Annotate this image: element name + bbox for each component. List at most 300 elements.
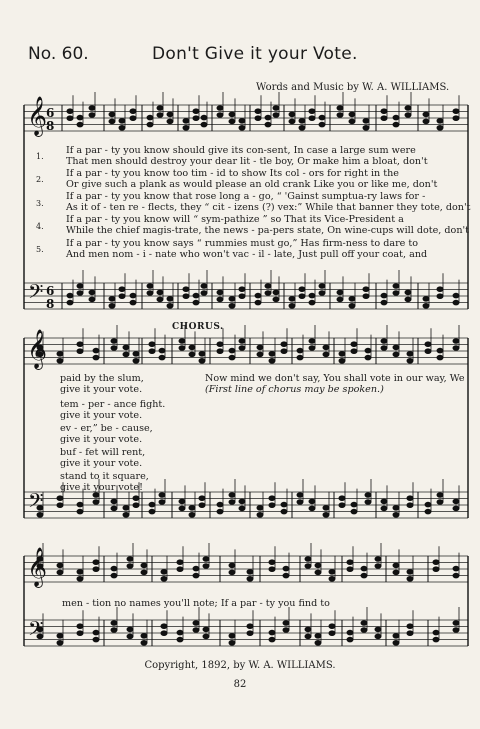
note-head [319, 291, 325, 296]
verse-1-line-1: If a par - ty you know should give its con-sent, In case a large sum were [66, 145, 416, 156]
note-head [393, 641, 399, 646]
note-head [193, 109, 199, 114]
note-head [179, 506, 185, 511]
note-head [407, 570, 413, 575]
note-head [305, 634, 311, 639]
note-head [67, 109, 73, 114]
note-head [337, 297, 343, 302]
note-head [381, 109, 387, 114]
note-head [229, 297, 235, 302]
note-head [269, 496, 275, 501]
note-head [167, 297, 173, 302]
note-head [93, 567, 99, 572]
note-head [147, 122, 153, 127]
note-head [349, 119, 355, 124]
note-head [111, 339, 117, 344]
note-head [193, 293, 199, 298]
note-head [269, 359, 275, 364]
time-signature: 8 [46, 297, 55, 311]
note-head [157, 297, 163, 302]
note-head [177, 637, 183, 642]
note-head [309, 346, 315, 351]
note-head [425, 342, 431, 347]
note-head [305, 627, 311, 632]
note-head [229, 112, 235, 117]
note-head [119, 294, 125, 299]
treble-clef-icon: 𝄞 [27, 96, 48, 136]
note-head [189, 506, 195, 511]
hymn-number: No. 60. [28, 44, 89, 64]
ending-3b: give it your vote. [60, 434, 143, 445]
note-head [453, 499, 459, 504]
note-head [239, 287, 245, 292]
note-head [229, 119, 235, 124]
note-head [381, 116, 387, 121]
note-head [149, 502, 155, 507]
note-head [127, 634, 133, 639]
note-head [351, 502, 357, 507]
treble-clef-icon: 𝄞 [27, 547, 48, 587]
note-head [255, 109, 261, 114]
note-head [393, 563, 399, 568]
note-head [453, 573, 459, 578]
note-head [329, 624, 335, 629]
note-head [453, 566, 459, 571]
note-head [239, 294, 245, 299]
note-head [229, 304, 235, 309]
note-head [269, 560, 275, 565]
note-head [183, 287, 189, 292]
note-head [77, 502, 83, 507]
note-head [365, 348, 371, 353]
note-head [349, 304, 355, 309]
note-head [281, 502, 287, 507]
note-head [289, 112, 295, 117]
note-head [329, 631, 335, 636]
note-head [89, 290, 95, 295]
note-head [239, 126, 245, 131]
note-head [405, 290, 411, 295]
ending-2b: give it your vote. [60, 410, 143, 421]
time-signature: 6 [46, 106, 55, 120]
ending-1a: paid by the slum, [60, 373, 144, 384]
note-head [381, 346, 387, 351]
note-head [281, 349, 287, 354]
ending-1b: give it your vote. [60, 384, 143, 395]
note-head [57, 570, 63, 575]
note-head [161, 624, 167, 629]
note-head [89, 297, 95, 302]
verse-number: 4. [36, 222, 44, 231]
note-head [453, 346, 459, 351]
note-head [127, 627, 133, 632]
note-head [347, 637, 353, 642]
note-head [453, 339, 459, 344]
note-head [381, 293, 387, 298]
note-head [229, 493, 235, 498]
note-head [269, 637, 275, 642]
note-head [217, 342, 223, 347]
note-head [393, 115, 399, 120]
note-head [257, 352, 263, 357]
note-head [351, 342, 357, 347]
note-head [351, 509, 357, 514]
note-head [407, 577, 413, 582]
treble-clef-icon: 𝄞 [27, 329, 48, 369]
note-head [297, 348, 303, 353]
note-head [347, 560, 353, 565]
note-head [199, 359, 205, 364]
note-head [133, 503, 139, 508]
note-head [381, 300, 387, 305]
note-head [347, 630, 353, 635]
note-head [453, 628, 459, 633]
note-head [407, 359, 413, 364]
note-head [283, 621, 289, 626]
ending-4a: buf - fet will rent, [60, 447, 146, 458]
note-head [157, 106, 163, 111]
note-head [361, 566, 367, 571]
note-head [177, 560, 183, 565]
note-head [309, 293, 315, 298]
note-head [437, 119, 443, 124]
note-head [309, 300, 315, 305]
note-head [381, 499, 387, 504]
note-head [453, 293, 459, 298]
note-head [289, 119, 295, 124]
note-head [315, 634, 321, 639]
note-head [133, 496, 139, 501]
note-head [423, 297, 429, 302]
note-head [77, 284, 83, 289]
note-head [433, 567, 439, 572]
note-head [247, 624, 253, 629]
note-head [89, 113, 95, 118]
note-head [201, 115, 207, 120]
note-head [189, 352, 195, 357]
note-head [229, 570, 235, 575]
note-head [93, 348, 99, 353]
note-head [109, 112, 115, 117]
note-head [193, 116, 199, 121]
note-head [189, 345, 195, 350]
note-head [393, 291, 399, 296]
note-head [363, 126, 369, 131]
note-head [323, 513, 329, 518]
note-head [381, 339, 387, 344]
note-head [265, 291, 271, 296]
time-signature: 8 [46, 119, 55, 133]
note-head [255, 116, 261, 121]
note-head [161, 577, 167, 582]
note-head [433, 560, 439, 565]
note-head [217, 349, 223, 354]
note-head [423, 119, 429, 124]
note-head [393, 122, 399, 127]
note-head [67, 293, 73, 298]
note-head [407, 496, 413, 501]
chorus-note: (First line of chorus may be spoken.) [205, 384, 384, 395]
note-head [437, 294, 443, 299]
note-head [239, 119, 245, 124]
note-head [381, 506, 387, 511]
note-head [133, 352, 139, 357]
note-head [77, 570, 83, 575]
note-head [375, 564, 381, 569]
note-head [247, 631, 253, 636]
note-head [433, 637, 439, 642]
note-head [203, 557, 209, 562]
note-head [339, 352, 345, 357]
note-head [229, 500, 235, 505]
note-head [229, 355, 235, 360]
note-head [149, 509, 155, 514]
note-head [269, 503, 275, 508]
copyright: Copyright, 1892, by W. A. WILLIAMS. [144, 660, 336, 671]
note-head [425, 502, 431, 507]
verse-2-line-1: If a par - ty you know too tim - id to show Its col - ors for right in the [66, 168, 399, 179]
note-head [437, 287, 443, 292]
note-head [453, 300, 459, 305]
note-head [119, 287, 125, 292]
note-head [229, 641, 235, 646]
note-head [393, 345, 399, 350]
note-head [57, 563, 63, 568]
verse-4-line-2: While the chief magis-trate, the news - pa-pers state, On wine-cups will dote, don't [66, 225, 469, 236]
note-head [130, 109, 136, 114]
note-head [229, 348, 235, 353]
note-head [111, 346, 117, 351]
note-head [179, 339, 185, 344]
note-head [453, 506, 459, 511]
note-head [349, 297, 355, 302]
note-head [217, 297, 223, 302]
note-head [323, 506, 329, 511]
note-head [57, 503, 63, 508]
note-head [407, 631, 413, 636]
note-head [299, 126, 305, 131]
note-head [437, 500, 443, 505]
note-head [179, 499, 185, 504]
note-head [281, 509, 287, 514]
note-head [407, 503, 413, 508]
note-head [453, 621, 459, 626]
note-head [323, 345, 329, 350]
note-head [147, 291, 153, 296]
note-head [405, 297, 411, 302]
note-head [217, 509, 223, 514]
note-head [305, 564, 311, 569]
note-head [199, 503, 205, 508]
note-head [329, 570, 335, 575]
note-head [193, 566, 199, 571]
note-head [265, 115, 271, 120]
note-head [375, 557, 381, 562]
note-head [363, 119, 369, 124]
chorus-label: CHORUS. [172, 322, 224, 332]
note-head [315, 563, 321, 568]
note-head [281, 342, 287, 347]
note-head [319, 115, 325, 120]
note-head [77, 342, 83, 347]
note-head [247, 570, 253, 575]
note-head [239, 506, 245, 511]
note-head [127, 564, 133, 569]
note-head [130, 300, 136, 305]
note-head [217, 502, 223, 507]
note-head [361, 628, 367, 633]
note-head [167, 112, 173, 117]
note-head [269, 567, 275, 572]
note-head [77, 624, 83, 629]
note-head [77, 115, 83, 120]
note-head [77, 631, 83, 636]
verse-1-line-2: That men should destroy your dear lit - tle boy, Or make him a bloat, don't [66, 156, 428, 167]
note-head [177, 567, 183, 572]
note-head [217, 290, 223, 295]
note-head [133, 359, 139, 364]
note-head [273, 106, 279, 111]
note-head [393, 634, 399, 639]
note-head [299, 294, 305, 299]
note-head [337, 113, 343, 118]
note-head [161, 631, 167, 636]
note-head [161, 570, 167, 575]
note-head [453, 116, 459, 121]
note-head [199, 352, 205, 357]
note-head [257, 513, 263, 518]
note-head [423, 304, 429, 309]
note-head [229, 634, 235, 639]
note-head [89, 106, 95, 111]
note-head [283, 566, 289, 571]
note-head [123, 506, 129, 511]
note-head [123, 352, 129, 357]
verse-2-line-2: Or give such a plank as would please an old crank Like you or like me, don't [66, 179, 438, 190]
note-head [157, 113, 163, 118]
ending-5b: give it your vote! [60, 482, 143, 493]
note-head [351, 349, 357, 354]
note-head [425, 349, 431, 354]
note-head [217, 106, 223, 111]
note-head [255, 300, 261, 305]
note-head [93, 630, 99, 635]
note-head [337, 106, 343, 111]
note-head [67, 116, 73, 121]
note-head [193, 621, 199, 626]
note-head [109, 119, 115, 124]
note-head [339, 496, 345, 501]
note-head [339, 359, 345, 364]
ending-4b: give it your vote. [60, 458, 143, 469]
ending-5a: stand to it square, [60, 471, 149, 482]
note-head [257, 506, 263, 511]
note-head [109, 304, 115, 309]
note-head [177, 630, 183, 635]
note-head [201, 284, 207, 289]
system-3-lyric: men - tion no names you'll note; If a par - ty you find to [62, 598, 330, 609]
note-head [141, 563, 147, 568]
note-head [159, 348, 165, 353]
credit-line: Words and Music by W. A. WILLIAMS. [256, 82, 450, 93]
note-head [297, 500, 303, 505]
note-head [433, 630, 439, 635]
note-head [393, 284, 399, 289]
note-head [339, 503, 345, 508]
note-head [111, 573, 117, 578]
note-head [361, 573, 367, 578]
note-head [273, 113, 279, 118]
note-head [349, 112, 355, 117]
note-head [299, 119, 305, 124]
hymn-title: Don't Give it your Vote. [152, 44, 358, 64]
verse-5-line-2: And men nom - i - nate who won't vac - il - late, Just pull off your coat, and [66, 249, 428, 260]
note-head [149, 349, 155, 354]
note-head [127, 557, 133, 562]
note-head [111, 566, 117, 571]
note-head [57, 359, 63, 364]
note-head [407, 352, 413, 357]
note-head [111, 499, 117, 504]
note-head [57, 496, 63, 501]
note-head [77, 349, 83, 354]
note-head [297, 493, 303, 498]
note-head [289, 304, 295, 309]
verse-number: 2. [36, 175, 44, 184]
note-head [309, 499, 315, 504]
note-head [193, 573, 199, 578]
note-head [141, 641, 147, 646]
note-head [179, 346, 185, 351]
note-head [229, 563, 235, 568]
note-head [329, 577, 335, 582]
note-head [193, 300, 199, 305]
note-head [283, 628, 289, 633]
note-head [199, 496, 205, 501]
note-head [130, 293, 136, 298]
note-head [77, 509, 83, 514]
note-head [239, 499, 245, 504]
note-head [109, 297, 115, 302]
note-head [183, 119, 189, 124]
note-head [111, 628, 117, 633]
note-head [201, 291, 207, 296]
note-head [183, 294, 189, 299]
note-head [297, 355, 303, 360]
note-head [347, 567, 353, 572]
verse-number: 5. [36, 245, 44, 254]
note-head [119, 119, 125, 124]
note-head [393, 506, 399, 511]
note-head [337, 290, 343, 295]
note-head [273, 297, 279, 302]
note-head [365, 493, 371, 498]
note-head [437, 355, 443, 360]
note-head [309, 116, 315, 121]
note-head [365, 500, 371, 505]
note-head [57, 352, 63, 357]
note-head [269, 352, 275, 357]
note-head [255, 293, 261, 298]
note-head [167, 304, 173, 309]
note-head [405, 106, 411, 111]
note-head [189, 513, 195, 518]
note-head [453, 109, 459, 114]
note-head [149, 342, 155, 347]
note-head [217, 113, 223, 118]
note-head [273, 290, 279, 295]
verse-3-line-1: If a par - ty you know that rose long a - go, “ 'Gainst sumptua-ry laws for - [66, 191, 426, 202]
